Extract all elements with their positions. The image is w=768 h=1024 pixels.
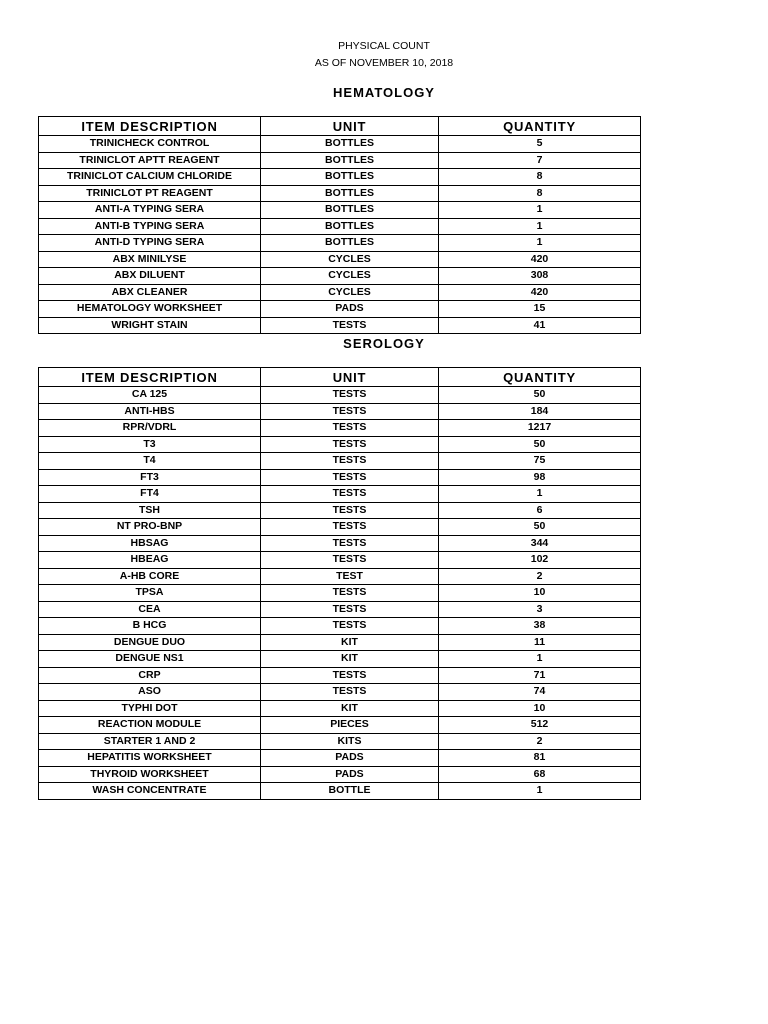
unit-cell: TESTS [261, 420, 439, 437]
unit-cell: BOTTLES [261, 202, 439, 219]
section-title-hematology: HEMATOLOGY [333, 85, 435, 100]
unit-cell: TESTS [261, 317, 439, 334]
item-description-cell: STARTER 1 AND 2 [39, 733, 261, 750]
unit-cell: TESTS [261, 387, 439, 404]
item-description-cell: REACTION MODULE [39, 717, 261, 734]
table-row [39, 387, 641, 404]
item-description-cell: THYROID WORKSHEET [39, 766, 261, 783]
quantity-cell: 184 [439, 403, 641, 420]
item-description-cell: HBEAG [39, 552, 261, 569]
table-row [39, 235, 641, 252]
quantity-cell: 1 [439, 235, 641, 252]
item-description-cell: A-HB CORE [39, 568, 261, 585]
item-description-cell: RPR/VDRL [39, 420, 261, 437]
table-row [39, 667, 641, 684]
table-row [39, 783, 641, 800]
item-description-cell: WASH CONCENTRATE [39, 783, 261, 800]
table-row [39, 700, 641, 717]
quantity-cell: 98 [439, 469, 641, 486]
unit-cell: KIT [261, 651, 439, 668]
table-row [39, 453, 641, 470]
quantity-cell: 8 [439, 185, 641, 202]
section-title-serology: SEROLOGY [343, 336, 425, 351]
unit-cell: TESTS [261, 453, 439, 470]
item-description-cell: T4 [39, 453, 261, 470]
table-row [39, 251, 641, 268]
item-description-cell: TSH [39, 502, 261, 519]
quantity-cell: 6 [439, 502, 641, 519]
item-description-cell: HBSAG [39, 535, 261, 552]
quantity-cell: 75 [439, 453, 641, 470]
column-header-quantity: QUANTITY [439, 368, 641, 387]
hematology-table [38, 116, 641, 334]
quantity-cell: 11 [439, 634, 641, 651]
quantity-cell: 3 [439, 601, 641, 618]
quantity-cell: 308 [439, 268, 641, 285]
quantity-cell: 74 [439, 684, 641, 701]
table-row [39, 684, 641, 701]
item-description-cell: B HCG [39, 618, 261, 635]
quantity-cell: 50 [439, 436, 641, 453]
item-description-cell: ANTI-D TYPING SERA [39, 235, 261, 252]
table-row [39, 568, 641, 585]
item-description-cell: ANTI-A TYPING SERA [39, 202, 261, 219]
table-row [39, 169, 641, 186]
unit-cell: PADS [261, 301, 439, 318]
table-row [39, 750, 641, 767]
unit-cell: BOTTLES [261, 185, 439, 202]
unit-cell: BOTTLES [261, 169, 439, 186]
item-description-cell: ANTI-HBS [39, 403, 261, 420]
quantity-cell: 8 [439, 169, 641, 186]
unit-cell: BOTTLES [261, 152, 439, 169]
item-description-cell: DENGUE NS1 [39, 651, 261, 668]
quantity-cell: 38 [439, 618, 641, 635]
table-row [39, 469, 641, 486]
table-row [39, 403, 641, 420]
unit-cell: CYCLES [261, 284, 439, 301]
column-header-item-description: ITEM DESCRIPTION [39, 117, 261, 136]
quantity-cell: 1 [439, 218, 641, 235]
unit-cell: TESTS [261, 684, 439, 701]
table-row [39, 601, 641, 618]
table-row [39, 152, 641, 169]
quantity-cell: 1217 [439, 420, 641, 437]
table-header-row [39, 117, 641, 136]
unit-cell: CYCLES [261, 251, 439, 268]
table-row [39, 136, 641, 153]
table-row [39, 486, 641, 503]
table-header-row [39, 368, 641, 387]
item-description-cell: NT PRO-BNP [39, 519, 261, 536]
item-description-cell: ASO [39, 684, 261, 701]
unit-cell: TESTS [261, 519, 439, 536]
quantity-cell: 2 [439, 733, 641, 750]
table-row [39, 436, 641, 453]
table-row [39, 651, 641, 668]
unit-cell: TESTS [261, 486, 439, 503]
table-row [39, 317, 641, 334]
item-description-cell: HEPATITIS WORKSHEET [39, 750, 261, 767]
quantity-cell: 420 [439, 284, 641, 301]
item-description-cell: ANTI-B TYPING SERA [39, 218, 261, 235]
table-row [39, 202, 641, 219]
table-row [39, 268, 641, 285]
quantity-cell: 50 [439, 519, 641, 536]
item-description-cell: HEMATOLOGY WORKSHEET [39, 301, 261, 318]
unit-cell: TESTS [261, 403, 439, 420]
table-row [39, 519, 641, 536]
item-description-cell: TRINICHECK CONTROL [39, 136, 261, 153]
quantity-cell: 344 [439, 535, 641, 552]
quantity-cell: 1 [439, 651, 641, 668]
unit-cell: TESTS [261, 502, 439, 519]
unit-cell: TESTS [261, 552, 439, 569]
item-description-cell: ABX DILUENT [39, 268, 261, 285]
unit-cell: TESTS [261, 618, 439, 635]
item-description-cell: T3 [39, 436, 261, 453]
item-description-cell: TPSA [39, 585, 261, 602]
item-description-cell: ABX CLEANER [39, 284, 261, 301]
item-description-cell: DENGUE DUO [39, 634, 261, 651]
unit-cell: BOTTLE [261, 783, 439, 800]
unit-cell: BOTTLES [261, 136, 439, 153]
item-description-cell: CEA [39, 601, 261, 618]
table-row [39, 717, 641, 734]
quantity-cell: 5 [439, 136, 641, 153]
table-row [39, 301, 641, 318]
unit-cell: PADS [261, 766, 439, 783]
document-date: AS OF NOVEMBER 10, 2018 [314, 57, 454, 69]
quantity-cell: 81 [439, 750, 641, 767]
document-title: PHYSICAL COUNT [338, 40, 430, 52]
table-row [39, 420, 641, 437]
unit-cell: KIT [261, 700, 439, 717]
item-description-cell: CRP [39, 667, 261, 684]
unit-cell: BOTTLES [261, 218, 439, 235]
unit-cell: KITS [261, 733, 439, 750]
item-description-cell: CA 125 [39, 387, 261, 404]
quantity-cell: 10 [439, 700, 641, 717]
table-row [39, 733, 641, 750]
unit-cell: TESTS [261, 469, 439, 486]
column-header-unit: UNIT [261, 368, 439, 387]
quantity-cell: 15 [439, 301, 641, 318]
column-header-quantity: QUANTITY [439, 117, 641, 136]
item-description-cell: WRIGHT STAIN [39, 317, 261, 334]
unit-cell: PADS [261, 750, 439, 767]
table-row [39, 185, 641, 202]
quantity-cell: 420 [439, 251, 641, 268]
quantity-cell: 71 [439, 667, 641, 684]
quantity-cell: 1 [439, 783, 641, 800]
table-row [39, 502, 641, 519]
table-row [39, 585, 641, 602]
table-row [39, 218, 641, 235]
unit-cell: CYCLES [261, 268, 439, 285]
quantity-cell: 68 [439, 766, 641, 783]
unit-cell: BOTTLES [261, 235, 439, 252]
item-description-cell: FT3 [39, 469, 261, 486]
quantity-cell: 2 [439, 568, 641, 585]
table-row [39, 284, 641, 301]
item-description-cell: TRINICLOT APTT REAGENT [39, 152, 261, 169]
table-row [39, 634, 641, 651]
column-header-item-description: ITEM DESCRIPTION [39, 368, 261, 387]
item-description-cell: TRINICLOT PT REAGENT [39, 185, 261, 202]
table-row [39, 552, 641, 569]
unit-cell: TESTS [261, 667, 439, 684]
item-description-cell: ABX MINILYSE [39, 251, 261, 268]
serology-table [38, 367, 641, 800]
quantity-cell: 102 [439, 552, 641, 569]
quantity-cell: 512 [439, 717, 641, 734]
quantity-cell: 10 [439, 585, 641, 602]
unit-cell: TESTS [261, 535, 439, 552]
quantity-cell: 41 [439, 317, 641, 334]
item-description-cell: FT4 [39, 486, 261, 503]
unit-cell: TESTS [261, 585, 439, 602]
table-row [39, 535, 641, 552]
quantity-cell: 1 [439, 202, 641, 219]
table-row [39, 766, 641, 783]
quantity-cell: 50 [439, 387, 641, 404]
item-description-cell: TRINICLOT CALCIUM CHLORIDE [39, 169, 261, 186]
quantity-cell: 1 [439, 486, 641, 503]
quantity-cell: 7 [439, 152, 641, 169]
unit-cell: PIECES [261, 717, 439, 734]
column-header-unit: UNIT [261, 117, 439, 136]
unit-cell: TESTS [261, 436, 439, 453]
unit-cell: TEST [261, 568, 439, 585]
unit-cell: TESTS [261, 601, 439, 618]
item-description-cell: TYPHI DOT [39, 700, 261, 717]
table-row [39, 618, 641, 635]
unit-cell: KIT [261, 634, 439, 651]
